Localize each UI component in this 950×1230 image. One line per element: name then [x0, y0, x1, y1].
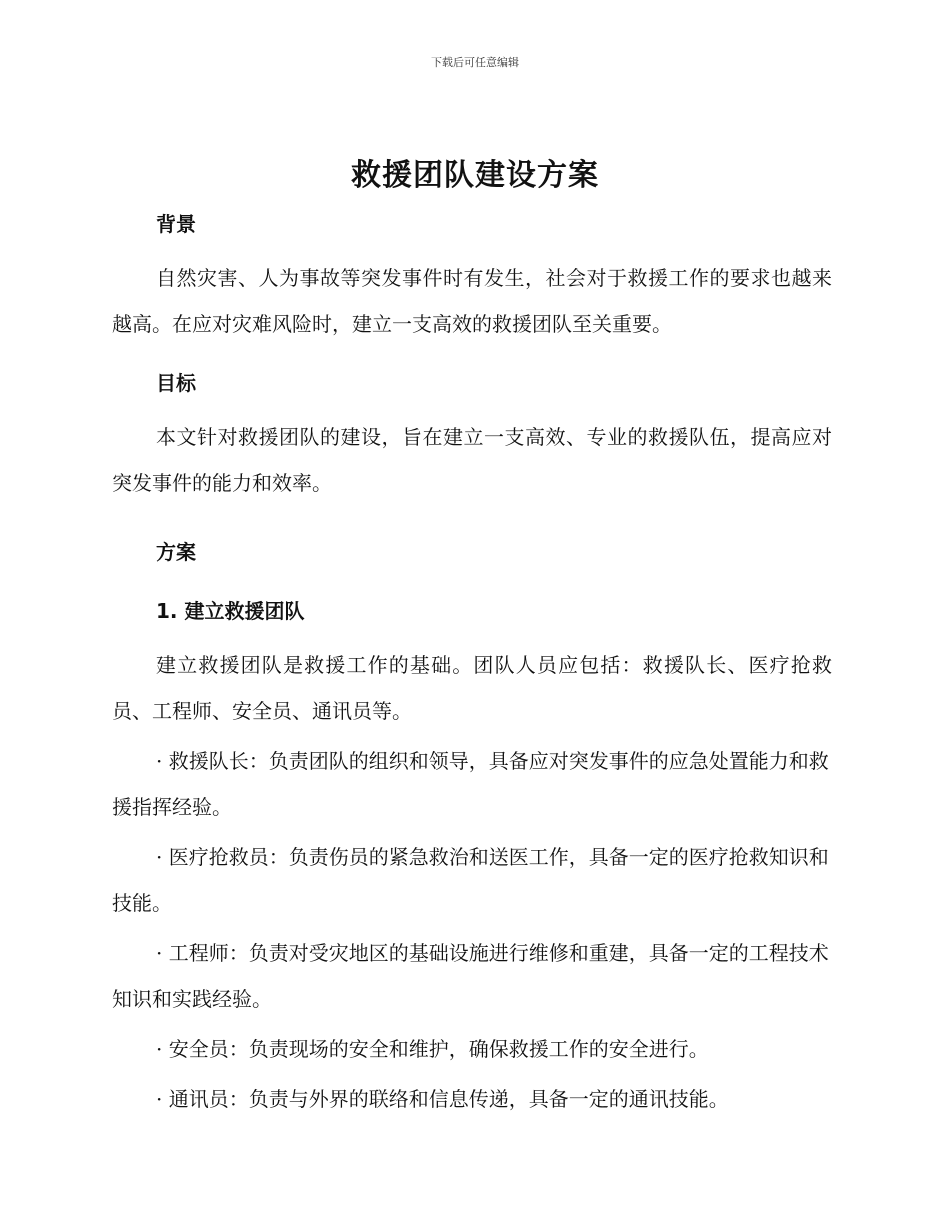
- document-body: [112, 200, 832, 1122]
- paragraph-build-team: 建立救援团队是救援工作的基础。团队人员应包括：救援队长、医疗抢救员、工程师、安全员、通讯员等。: [112, 653, 832, 723]
- list-item-role-comms: · 通讯员：负责与外界的联络和信息传递，具备一定的通讯技能。: [156, 1087, 729, 1111]
- heading-plan: 方案: [156, 540, 196, 564]
- list-item-role-safety: · 安全员：负责现场的安全和维护，确保救援工作的安全进行。: [156, 1037, 709, 1061]
- subheading-build-team: 1. 建立救援团队: [156, 599, 305, 623]
- list-item-role-leader: · 救援队长：负责团队的组织和领导，具备应对突发事件的应急处置能力和救援指挥经验。: [112, 749, 829, 819]
- paragraph-goal: 本文针对救援团队的建设，旨在建立一支高效、专业的救援队伍，提高应对突发事件的能力和效率。: [112, 425, 832, 495]
- list-item-role-engineer: · 工程师：负责对受灾地区的基础设施进行维修和重建，具备一定的工程技术知识和实践经验。: [112, 941, 829, 1011]
- paragraph-background: 自然灾害、人为事故等突发事件时有发生，社会对于救援工作的要求也越来越高。在应对灾难风险时，建立一支高效的救援团队至关重要。: [112, 266, 832, 336]
- list-item-role-medic: · 医疗抢救员：负责伤员的紧急救治和送医工作，具备一定的医疗抢救知识和技能。: [112, 845, 829, 915]
- heading-background: 背景: [156, 212, 196, 236]
- document-title: 救援团队建设方案: [351, 158, 599, 193]
- heading-goal: 目标: [156, 371, 196, 395]
- header-note: 下载后可任意编辑: [431, 56, 519, 69]
